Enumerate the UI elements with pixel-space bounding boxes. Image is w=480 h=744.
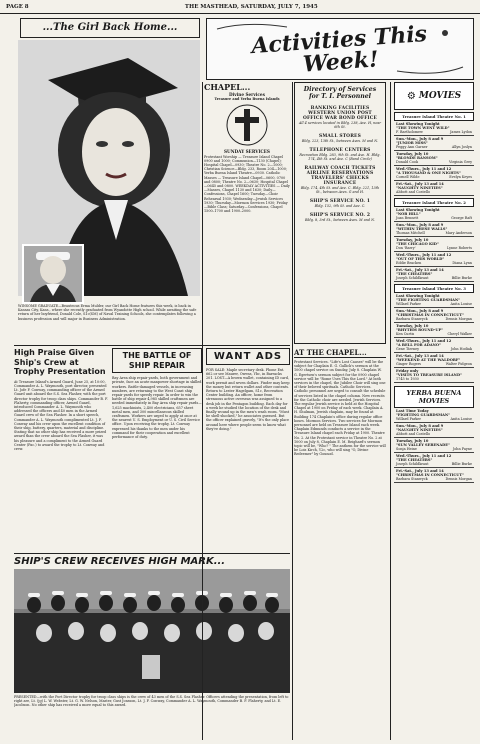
girl-caption: WINSOME GRADUATE—Beauteous Erma Mulder, our Girl Back Home features this week, is back in Kansas City, Kans., where she recently graduated from Wyandotte High school. While awaiting the safe return of her boyfriend, Donald Cole, S1c(SM) of Naval Training Schools, she contemplates following a business profession and will major in Business Administration. [18,304,197,321]
movie-listing [394,222,474,237]
cross-icon [204,103,290,147]
chapel2-body: Protestant Services. "Life's Lost Causes" will be the subject for Chaplain E. G. Gallick's sermon at the 1000 chapel service on Sunday, July 8. Chaplain W. G. Egertsen's sermon subject for the 0900 chapel service will be "Rome Uses This the Lord." At both services in the chapel, the Jubilee Choir will sing one of their beloved spirituals. Catholic Services. Catholic personnel are urged to consult the schedule of services listed in the chapel column. New recruits for the Catholic choir are needed. Jewish Services. The regular Jewish service is held at the Hospital Chapel at 1900 on Friday of each week. Chaplain A. H. Shulman, Jewish chaplain, may be found at Building 174 Chaplain's office during regular office hours. Mormon Services. Two services for Mormon personnel are held on Treasure Island each week. Chaplain Edmunds conducts a service in the Treasure Island chapel each Friday at 1900. Theatre No. 2. At the Protestant service in Theatre No. 2 at 1000 on July 8, Chaplain E. M. Reighard's sermon topic will be, "Who? " The anthem for the service will be Lois Kirch, Y2c, who will sing "O, Divine Redeemer" by Gounod. [294,360,386,457]
movie-title: "THE CHEATERS" [396,458,433,462]
directory-item-name: SMALL STORES [319,133,361,139]
directory-title: Directory of Services for T. I. Personnel [303,86,377,101]
repair-body: Bay Area ship repair yards, both government and private, face an acute manpower shortage in skilled workers. Battle-damaged vessels, in increasing numbers, are returning to the West Coast ship repair yards for speedy repair. In order to win the battle of ship repair 4,985 skilled craftsmen are needed immediately in Bay Area ship repair yards—1,625 machinists, 2,400 electricians, 657 sheet metal men, and 300 miscellaneous skilled craftsmen. Workers are urged to apply at once at the nearest U. S. Employment or U. S. Civil Service office. Upon receiving the trophy, Lt. Conway expressed his thanks to the men under his command for their cooperation and excellent performance of duty. [112,376,202,440]
masthead [0,0,480,14]
sailor-illustration [24,246,82,302]
movies-column [390,82,474,740]
movie-cast [396,216,472,220]
movie-cast-1: Barbara Stanwyck [396,317,428,321]
movie-listing [394,353,474,368]
movie-date: Wed.-Thurs., July 11 and 12 [396,339,452,343]
movie-cast-2: Billie Burke [451,276,472,280]
movie-date: Fri.-Sat., July 13 and 14 [396,268,444,272]
movie-cast [396,447,472,451]
directory-item [298,166,382,194]
chapel-sub: Divine Services [229,92,265,97]
movie-date: Sun.-Mon., July 8 and 9 [396,309,444,313]
movie-cast-2: Lynne Roberts [446,246,472,250]
movie-listing [394,408,474,423]
movie-listing [394,181,474,196]
movie-title: "THE TOWN WENT WILD" [396,126,450,130]
repair-headline: THE BATTLE OF SHIP REPAIR [112,348,202,373]
movie-listing [394,338,474,353]
movie-listing [394,308,474,323]
directory-item-name: TELEPHONE CENTERS [309,147,371,153]
movie-listing [394,207,474,222]
movie-listing [394,151,474,166]
movie-title: "JUNIOR MISS" [396,141,428,145]
movie-cast-1: Abbott and Costello [396,190,431,194]
movie-cast-1: Barbara Stanwyck [396,477,428,481]
directory-item-detail: All 4 services located in Bldg. 238, Ave. H, near 6th St. [298,120,382,129]
movie-title: "CHRISTMAS IN CONNECTICUT" [396,473,464,477]
movie-cast-2: John Payne [452,447,472,451]
movie-cast-1: Joan Bennett [396,216,419,220]
movie-date: Last Time Today [396,409,429,413]
movie-date: Sun.-Mon., July 8 and 9 [396,424,444,428]
movie-listing [394,267,474,282]
movies-header-box [394,82,474,110]
movie-title: "NAUGHTY NINETIES" [396,186,443,190]
activities-title: Activities This Week! [250,20,428,78]
movie-cast-1: Donald Cook [396,160,419,164]
chapel-schedule: Protestant Worship — Treasure Island Chapel 0900 and 1000; Communion—1130 (Chapel); Hospital Chapel—0930; Theatre No. 2—1000; Christian Science—Bldg. 233, Room 204—1000; Yerba Buena Island Theatre—0930. Catholic Masses — Treasure Island Chapel—0600, 0700 and 0800; Theatre No. 2—0630; Hospital Chapel—0645 and 0800. WEEKDAY ACTIVITIES — Daily—Masses, Chapel 1130 and 1630; Daily—Confessions, Chapel 1600; Tuesday—Choir Rehearsal 1930; Wednesday—Jewish Services 1930; Thursday—Mormon Services 1930; Friday—Bible Class; Saturday—Confessions, Chapel 1500–1700 and 1900–2000. [204,154,290,214]
movie-cast-1: F. Bartholomew [396,130,423,134]
sunday-services-label: SUNDAY SERVICES [224,149,270,155]
directory-item [298,106,382,129]
directory-list [298,106,382,222]
ti2-header: Treasure Island Theatre No. 2 [394,198,474,207]
movie-cast-1: Eddie Bracken [396,261,422,265]
movie-listing [394,237,474,252]
movie-listing [394,423,474,438]
movie-cast-1: Peggy Ann Garner [396,145,428,149]
column-rule [202,82,203,740]
movie-date: Tuesday, July 10 [396,324,429,328]
movie-title: "NAUGHTY NINETIES" [396,428,443,432]
movie-cast [396,261,472,265]
movie-cast-2: George Raft [451,216,472,220]
movie-cast-1: Sonja Heine [396,447,417,451]
movies-header: MOVIES [418,91,462,101]
directory-item-name: BANKING FACILITIES WESTERN UNION POST OFFICE WAR BOND OFFICE [302,105,378,121]
ships-crew-section [14,556,290,740]
movie-cast-2: Allyn Joslyn [451,145,472,149]
movie-listing [394,438,474,453]
movie-cast-1: Thomas Mitchell [396,231,425,235]
movie-date: Tuesday, July 10 [396,439,429,443]
movie-cast [396,276,472,280]
movie-cast-2: Cheryl Walker [447,332,472,336]
trophy-headline: High Praise Given Ship's Crew at Trophy Presentation [14,348,106,377]
chapel-sub2: Treasure and Yerba Buena Islands [214,97,280,102]
movie-listing [394,468,474,483]
directory-item-name: SHIP'S SERVICE NO. 2 [309,212,371,218]
movie-cast [396,246,472,250]
movie-cast [396,477,472,481]
movie-cast-2: Billie Burke [451,462,472,466]
movie-title: "NOB HILL" [396,212,421,216]
movie-cast-2: Mary Anderson [445,231,472,235]
directory-box [294,82,386,344]
movie-cast [396,175,472,179]
directory-item [298,199,382,208]
movie-title: "A THOUSAND & ONE NIGHTS" [396,171,461,175]
movie-title: "CHRISTMAS IN CONNECTICUT" [396,313,464,317]
movie-cast-1: 1745 to 1930 [396,377,419,381]
ships-crew-photo [14,569,290,693]
repair-article [112,348,202,552]
movie-listing [394,368,474,383]
want-ads-body: FOR SALE: Maple secretary desk. Phone Ext. 662 or see Maurer, Owens, Ybc, in Barracks 201. LOST—A brown wallet, containing ID card, work permit and seven dollars. Finder may keep the money but return wallet and other contents. Return to Lester Hagelgam, S1c, Recreation Center building. An officer, home from strenuous active overseas was assigned to a desk job in the Pentagon building. Each day for a week he studied the location of the desk and finally wound up in the men's wash room. "Must be shell-shocked," he associates guessed. But the officer explained gravely, "It's the only place around here where people seem to know what they're doing." [206,368,290,431]
movie-title: "BLONDE RANSOM" [396,156,438,160]
movie-cast-1: Willard Parker [396,302,422,306]
movie-date: Fri.-Sat., July 13 and 14 [396,354,444,358]
movie-cast-2: Diana Lynn [452,261,472,265]
movie-cast-2: James Lydon [450,130,472,134]
chapel2-header: AT THE CHAPEL... [294,348,386,358]
directory-item-name: SHIP'S SERVICE NO. 1 [309,198,371,204]
movie-date: Friday only [396,369,419,373]
movie-cast-1: Joseph Schildkraut [396,462,429,466]
movie-cast-1: Joseph Schildkraut [396,276,429,280]
movie-title: "THE CHEATERS" [396,272,433,276]
movie-title: "OUT OF THIS WORLD" [396,257,445,261]
movie-cast [396,432,472,436]
movie-cast-2: Anita Louise [450,302,472,306]
sailor-inset-photo [22,244,84,304]
ti1-header: Treasure Island Theatre No. 1 [394,112,474,121]
movie-title: "WEEKEND AT THE WALDORF" [396,358,461,362]
movie-date: Wed.-Thurs., July 11 and 12 [396,167,452,171]
directory-item-detail: Bldg. 8, 3rd St., between Aves. M and N. [304,217,375,222]
trophy-article [14,348,108,552]
movie-date: Fri.-Sat., July 13 and 14 [396,469,444,473]
movie-cast [396,302,472,306]
movie-title: "RHYTHM ROUND-UP" [396,328,444,332]
movie-date: Last Showing Tonight [396,294,440,298]
page-number: PAGE 8 [6,3,29,10]
want-ads-header: WANT ADS [206,348,290,365]
directory-item-name: RAILWAY COACH TICKETS AIRLINE RESERVATIONS TRAVELERS' CHECKS INSURANCE [304,165,376,186]
movie-date: Tuesday, July 10 [396,152,429,156]
directory-item [298,134,382,143]
movie-date: Wed.-Thurs., July 11 and 12 [396,454,452,458]
movie-cast-1: Ken Curtis [396,332,415,336]
movie-title: "VISITS TO TREASURE ISLAND" [396,373,462,377]
movie-listing [394,121,474,136]
movie-title: "SUN VALLEY SERENADE" [396,443,450,447]
chapel-header: CHAPEL... [204,82,251,92]
film-reel-icon: ⚙ [406,90,416,102]
trophy-body: At Treasure Island's Armed Guard, June 25, at 10:00, Commander A. L. Waymouth, port director, presented Lt. Jofe F. Conway, commanding officer of the Armed Guard unit aboard the S.S. Sea Flasher, with the port director trophy for troop class ships. Commander B. F. Flaherty, commanding officer, Armed Guard, introduced Commander A. L. Waymouth who addressed the officers and 40 men in the Armed Guard crew of the Sea Flasher. In a short speech, Commander A. L. Waymouth complimented Lt. J. F. Conway and his crew upon the excellent condition of their ship, battery, quarters, material and discipline. Stating that no other ship has received a more prized award than the crew aboard the Sea Flasher, it was his pleasure and a compliment to the Armed Guard Center (Pac.) to award the trophy to Lt. Conway and crew. [14,379,108,452]
movie-cast-2: Virginia Grey [449,160,472,164]
movie-cast [396,317,472,321]
movie-cast [396,417,472,421]
movie-title: "FIGHTING GUARDSMAN" [396,413,451,417]
section-rule [14,553,290,554]
movie-cast-2: Dennis Morgan [445,477,472,481]
movie-cast [396,347,472,351]
yb-header: YERBA BUENA MOVIES [394,386,474,408]
movie-cast-2: Anita Louise [450,417,472,421]
directory-item-detail: Bldg. 174, 4th St. and Ave. C. Bldg. 221, 13th St., between Aves. G and H. [300,185,380,194]
movie-cast-1: Ginger Rogers [396,362,421,366]
movie-cast-1: Willard Parker [396,417,422,421]
movie-date: Sun.-Mon., July 8 and 9 [396,223,444,227]
trophy-shape [142,655,160,679]
movie-title: "A BELL FOR ADANO" [396,343,441,347]
directory-item [298,148,382,161]
crew-group-illustration [14,569,290,693]
section-rule [14,345,290,346]
movie-cast [396,462,472,466]
directory-item-detail: Bldg. 152, 9th St. and Ave. C. [314,203,366,208]
ti3-header: Treasure Island Theatre No. 3 [394,284,474,293]
girl-back-home-header: ...The Girl Back Home... [20,18,200,38]
movie-cast-2: Evelyn Keyes [449,175,472,179]
movie-cast-1: Don 'Barry' [396,246,416,250]
movie-title: "THE FIGHTING GUARDSMAN" [396,298,461,302]
ships-crew-caption: PRESENTED—with the Port Director trophy for troop class ships is the crew of 43 men of the S.S. Sea Flasher. Officers attending the presentation, from left to right are, Lt. (jg) L. W. Webster, Lt. G. W. Nelson, Master, Gust Jonsson, Lt. J. F. Conway, Commander A. L. Waymouth, Commander B. F. Flaherty, and Lt. E. Jacobson. No other ship has received a more equal to this award. [14,695,289,708]
masthead-title: THE MASTHEAD, SATURDAY, JULY 7, 1945 [184,3,318,10]
movie-listing [394,453,474,468]
movie-date: Last Showing Tonight [396,122,440,126]
movie-date: Last Showing Tonight [396,208,440,212]
movie-date: Tuesday, July 10 [396,238,429,242]
directory-item [298,213,382,222]
movie-cast [396,377,472,381]
movie-cast-1: Gene Tierney [396,347,420,351]
movie-listing [394,252,474,267]
chapel-column [204,82,290,344]
activities-header [206,18,474,80]
movie-cast [396,231,472,235]
want-ads [206,348,290,552]
movie-cast [396,145,472,149]
column-rule [292,82,293,740]
movie-listing [394,323,474,338]
movie-title: "WITHIN THESE WALLS" [396,227,448,231]
movie-cast-2: John Hodiak [450,347,472,351]
movie-cast [396,332,472,336]
movie-cast-1: Abbott and Costello [396,432,431,436]
movie-cast-2: Walter Pidgeon [445,362,472,366]
movie-listing [394,166,474,181]
movie-listing [394,293,474,308]
movie-listing [394,136,474,151]
directory-item-detail: Bldg. 223, 13th St., between Aves. M and N. [301,138,379,143]
movie-date: Fri.-Sat., July 13 and 14 [396,182,444,186]
movie-date: Sun.-Mon., July 8 and 9 [396,137,444,141]
movie-cast-2: Dennis Morgan [445,317,472,321]
movie-cast [396,362,472,366]
movie-title: "THE CHICAGO KID" [396,242,439,246]
directory-item-detail: Recreation Bldg. 283, 9th St. and Ave. H. Bldg. 174, 4th St. and Ave. C (Band Circle) [299,152,381,161]
movie-cast [396,190,472,194]
ships-crew-headline: SHIP'S CREW RECEIVES HIGH MARK... [14,556,226,567]
movie-date: Wed.-Thurs., July 11 and 12 [396,253,452,257]
chapel2-article [294,348,386,740]
movie-cast [396,130,472,134]
movie-cast [396,160,472,164]
movie-cast-1: Cornell Wilde [396,175,420,179]
